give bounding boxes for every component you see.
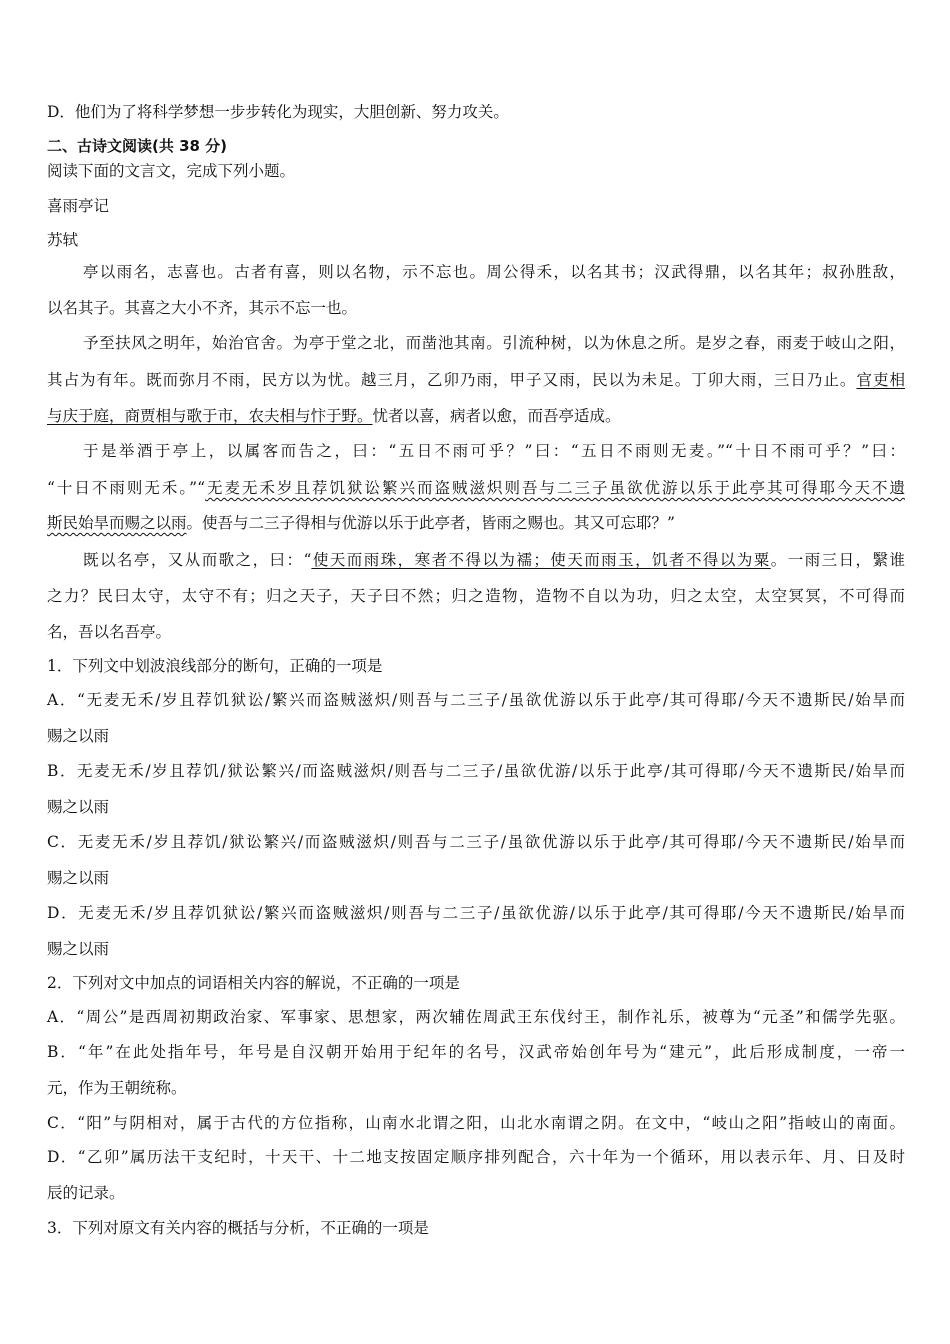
question-2-option-d-cont: 辰的记录。 [47,1184,125,1202]
essay-paragraph-2-line-3 [47,406,621,426]
question-2-stem: 2．下列对文中加点的词语相关内容的解说，不正确的一项是 [47,974,460,992]
essay-paragraph-3-line-3 [47,513,675,533]
underlined-text: 官吏相 [856,371,905,389]
question-1-option-a-cont: 赐之以雨 [47,727,110,745]
question-2-option-d[interactable]: D．“乙卯”属历法干支纪时，十天干、十二地支按固定顺序排列配合，六十年为一个循环，用以表示年、月、日及时 [47,1148,905,1166]
question-1-option-c-cont: 赐之以雨 [47,869,110,887]
essay-paragraph-1-line-1: 亭以雨名，志喜也。古者有喜，则以名物，示不忘也。周公得禾，以名其书；汉武得鼎，以名其年；叔孙胜敌， [83,263,905,281]
plain-text: “十日不雨则无禾。”“ [47,479,206,497]
section-title: 二、古诗文阅读(共 38 分) [47,137,228,155]
essay-title: 喜雨亭记 [47,197,110,215]
plain-text: 。一雨三日，繄谁 [770,551,905,569]
essay-paragraph-4-line-1 [83,550,905,570]
question-1-option-b[interactable]: B．无麦无禾/岁且荐饥/狱讼繁兴/而盗贼滋炽/则吾与二三子/虽欲优游/以乐于此亭/其可得耶/今天不遗斯民/始旱而 [47,762,905,780]
essay-paragraph-1-line-2: 以名其子。其喜之大小不齐，其示不忘一也。 [47,299,358,317]
underlined-text: 与庆于庭，商贾相与歌于市，农夫相与忭于野。 [47,407,373,425]
wavy-underlined-text: 斯民始旱而赐之以雨 [47,514,187,532]
reading-instruction: 阅读下面的文言文，完成下列小题。 [47,162,296,180]
essay-paragraph-4-line-3: 名，吾以名吾亭。 [47,623,172,641]
question-1-option-b-cont: 赐之以雨 [47,798,110,816]
question-1-stem: 1．下列文中划波浪线部分的断句，正确的一项是 [47,657,383,675]
plain-text: 忧者以喜，病者以愈，而吾亭适成。 [372,407,621,425]
question-3-stem: 3．下列对原文有关内容的概括与分析，不正确的一项是 [47,1219,429,1237]
question-1-option-a[interactable]: A．“无麦无禾/岁且荐饥狱讼/繁兴而盗贼滋炽/则吾与二三子/虽欲优游以乐于此亭/其可得耶/今天不遗斯民/始旱而 [47,691,905,709]
wavy-underlined-text: 无麦无禾岁且荐饥狱讼繁兴而盗贼滋炽则吾与二三子虽欲优游以乐于此亭其可得耶今天不遗 [205,479,905,497]
essay-paragraph-3-line-1: 于是举酒于亭上，以属客而告之，曰：“五日不雨可乎？”曰：“五日不雨则无麦。”“十日不雨可乎？”曰： [83,442,905,460]
prev-question-option-d: D．他们为了将科学梦想一步步转化为现实，大胆创新、努力攻关。 [47,103,509,121]
question-1-option-d[interactable]: D．无麦无禾/岁且荐饥狱讼/繁兴而盗贼滋炽/则吾与二三子/虽欲优游/以乐于此亭/其可得耶/今天不遗斯民/始旱而 [47,904,905,922]
essay-paragraph-2-line-1: 予至扶风之明年，始治官舍。为亭于堂之北，而凿池其南。引流种树，以为休息之所。是岁之春，雨麦于岐山之阳， [83,334,905,352]
question-2-option-b[interactable]: B．“年”在此处指年号，年号是自汉朝开始用于纪年的名号，汉武帝始创年号为“建元”，此后形成制度，一帝一 [47,1043,905,1061]
question-2-option-b-cont: 元，作为王朝统称。 [47,1079,187,1097]
question-1-option-c[interactable]: C．无麦无禾/岁且荐饥/狱讼繁兴/而盗贼滋炽/则吾与二三子/虽欲优游以乐于此亭/其可得耶/今天不遗斯民/始旱而 [47,833,905,851]
essay-paragraph-4-line-2: 之力？民曰太守，太守不有；归之天子，天子曰不然；归之造物，造物不自以为功，归之太空，太空冥冥，不可得而 [47,587,905,605]
plain-text: 其占为有年。既而弥月不雨，民方以为忧。越三月，乙卯乃雨，甲子又雨，民以为未足。丁卯大雨，三日乃止。 [47,371,857,389]
plain-text: 。使吾与二三子得相与优游以乐于此亭者，皆雨之赐也。其又可忘耶？” [186,514,675,532]
essay-paragraph-3-line-2 [47,478,905,498]
underlined-text: 使天而雨珠，寒者不得以为襦；使天而雨玉，饥者不得以为粟 [311,551,771,569]
plain-text: 既以名亭，又从而歌之，曰：“ [83,551,312,569]
essay-paragraph-2-line-2 [47,370,905,390]
question-2-option-c[interactable]: C．“阳”与阴相对，属于古代的方位指称，山南水北谓之阳，山北水南谓之阴。在文中，“岐山之阳”指岐山的南面。 [47,1114,905,1132]
essay-author: 苏轼 [47,231,79,249]
question-1-option-d-cont: 赐之以雨 [47,940,110,958]
question-2-option-a[interactable]: A．“周公”是西周初期政治家、军事家、思想家，两次辅佐周武王东伐纣王，制作礼乐，被尊为“元圣”和儒学先驱。 [47,1008,905,1026]
